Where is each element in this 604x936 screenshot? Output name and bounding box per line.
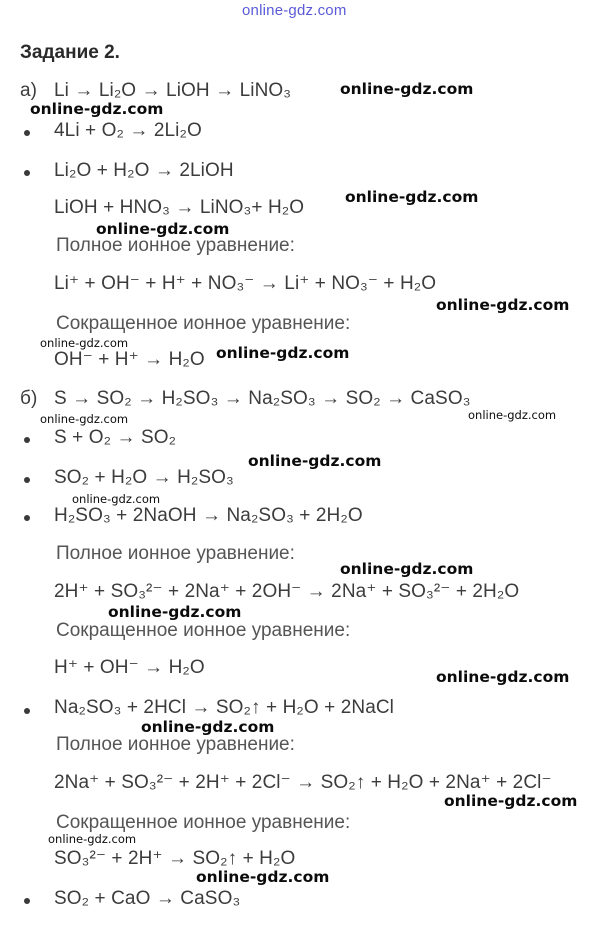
watermark: online-gdz.com — [48, 832, 137, 846]
part-b-eq5: SO₂ + CaO → CaSO₃ — [54, 888, 241, 909]
watermark: online-gdz.com — [40, 412, 129, 426]
part-b-eq3-full: 2H⁺ + SO₃²⁻ + 2Na⁺ + 2OH⁻ → 2Na⁺ + SO₃²⁻ + 2H₂O — [54, 581, 520, 602]
part-b-eq3: H₂SO₃ + 2NaOH → Na₂SO₃ + 2H₂O — [54, 505, 363, 526]
watermark: online-gdz.com — [40, 336, 129, 350]
part-a-scheme: Li → Li₂O → LiOH → LiNO₃ — [54, 80, 292, 101]
part-b-eq1: S + O₂ → SO₂ — [54, 427, 177, 448]
part-b-eq3-short-caption: Сокращенное ионное уравнение: — [56, 620, 351, 641]
part-b-eq2: SO₂ + H₂O → H₂SO₃ — [54, 467, 234, 488]
bullet-b4 — [24, 708, 30, 714]
part-b-eq4-short-caption: Сокращенное ионное уравнение: — [56, 812, 351, 833]
part-a-full-ionic: Li⁺ + OH⁻ + H⁺ + NO₃⁻ → Li⁺ + NO₃⁻ + H₂O — [54, 273, 437, 294]
part-b-eq4-short: SO₃²⁻ + 2H⁺ → SO₂↑ + H₂O — [54, 848, 296, 869]
watermark: online-gdz.com — [248, 452, 382, 470]
part-b-eq3-short: H⁺ + OH⁻ → H₂O — [54, 657, 205, 678]
part-a-eq2: Li₂O + H₂O → 2LiOH — [54, 160, 234, 181]
part-b-eq4-full-caption: Полное ионное уравнение: — [56, 734, 295, 755]
part-b-eq4: Na₂SO₃ + 2HCl → SO₂↑ + H₂O + 2NaCl — [54, 697, 395, 718]
watermark: online-gdz.com — [196, 868, 330, 886]
bullet-b5 — [24, 898, 30, 904]
watermark: online-gdz.com — [72, 492, 161, 506]
watermark: online-gdz.com — [340, 80, 474, 98]
bullet-a1 — [24, 130, 30, 136]
bullet-b2 — [24, 477, 30, 483]
task-title: Задание 2. — [20, 42, 120, 63]
part-a-eq3: LiOH + HNO₃ → LiNO₃+ H₂O — [54, 197, 305, 218]
watermark: online-gdz.com — [96, 220, 230, 238]
watermark: online-gdz.com — [216, 344, 350, 362]
part-a-label: а) — [20, 80, 38, 101]
watermark: online-gdz.com — [436, 296, 570, 314]
part-a-short-caption: Сокращенное ионное уравнение: — [56, 313, 351, 334]
part-b-eq3-full-caption: Полное ионное уравнение: — [56, 543, 295, 564]
watermark: online-gdz.com — [444, 792, 578, 810]
part-b-label: б) — [20, 388, 38, 409]
part-a-eq1: 4Li + O₂ → 2Li₂O — [54, 120, 202, 141]
site-header: online-gdz.com — [242, 2, 347, 19]
bullet-b3 — [24, 515, 30, 521]
bullet-b1 — [24, 437, 30, 443]
watermark: online-gdz.com — [108, 603, 242, 621]
watermark: online-gdz.com — [30, 100, 164, 118]
bullet-a2 — [24, 170, 30, 176]
part-b-scheme: S → SO₂ → H₂SO₃ → Na₂SO₃ → SO₂ → CaSO₃ — [54, 388, 471, 409]
watermark: online-gdz.com — [468, 408, 557, 422]
watermark: online-gdz.com — [340, 560, 474, 578]
watermark: online-gdz.com — [141, 718, 275, 736]
watermark: online-gdz.com — [436, 668, 570, 686]
part-b-eq4-full: 2Na⁺ + SO₃²⁻ + 2H⁺ + 2Cl⁻ → SO₂↑ + H₂O + 2Na⁺ + 2Cl⁻ — [54, 772, 552, 793]
watermark: online-gdz.com — [345, 188, 479, 206]
part-a-short-ionic: OH⁻ + H⁺ → H₂O — [54, 349, 205, 370]
part-a-full-caption: Полное ионное уравнение: — [56, 235, 295, 256]
